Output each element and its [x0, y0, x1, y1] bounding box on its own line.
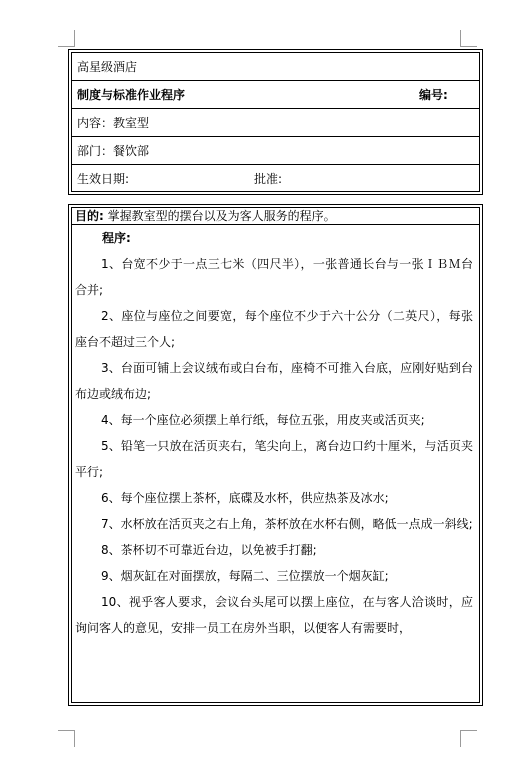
header-table — [68, 49, 483, 195]
date-row — [72, 165, 479, 193]
procedure-item-8 — [75, 537, 473, 563]
document-title: 制度与标准作业程序 — [77, 88, 186, 102]
effective-date-label: 生效日期: — [77, 172, 130, 186]
department-row — [72, 137, 479, 165]
crop-mark-bottom-left — [58, 730, 75, 747]
procedure-item-text: 7、水杯放在活页夹之右上角，茶杯放在水杯右侧，略低一点成一斜线; — [101, 517, 473, 531]
procedure-item-9 — [75, 563, 473, 589]
hotel-name: 高星级酒店 — [77, 60, 138, 74]
procedure-item-text: 3、台面可铺上会议绒布或白台布，座椅不可推入台底，应刚好贴到台布边或绒布边; — [75, 361, 473, 401]
procedure-item-6 — [75, 485, 473, 511]
procedure-item-text: 5、铅笔一只放在活页夹右，笔尖向上，离台边口约十厘米，与活页夹平行; — [75, 439, 473, 479]
procedure-item-text: 2、座位与座位之间要宽，每个座位不少于六十公分（二英尺），每张座台不超过三个人; — [75, 309, 473, 349]
purpose-label: 目的: — [75, 209, 104, 223]
procedure-item-text: 10、视乎客人要求，会议台头尾可以摆上座位，在与客人洽谈时，应询问客人的意见，安排一员工在房外当职，以便客人有需要时， — [75, 595, 473, 635]
crop-mark-top-left — [58, 30, 75, 47]
header-table-inner — [71, 52, 480, 192]
number-label: 编号: — [419, 88, 448, 102]
procedure-table — [68, 204, 483, 706]
procedure-item-text: 9、烟灰缸在对面摆放，每隔二、三位摆放一个烟灰缸; — [101, 569, 389, 583]
procedure-content — [72, 225, 479, 641]
procedure-table-inner — [71, 207, 480, 703]
procedure-item-1 — [75, 251, 473, 303]
approved-label: 批准: — [254, 172, 283, 186]
crop-mark-top-right — [460, 30, 477, 47]
procedure-item-text: 6、每个座位摆上茶杯，底碟及水杯，供应热茶及冰水; — [101, 491, 389, 505]
purpose-text: 掌握教室型的摆台以及为客人服务的程序。 — [107, 209, 336, 223]
procedure-item-3 — [75, 355, 473, 407]
procedure-item-2 — [75, 303, 473, 355]
hotel-row — [72, 53, 479, 81]
procedure-label: 程序: — [102, 231, 131, 245]
procedure-item-10 — [75, 589, 473, 641]
department-field: 部门：餐饮部 — [77, 144, 150, 158]
procedure-item-text: 1、台宽不少于一点三七米（四尺半），一张普通长台与一张ＩＢＭ台合并; — [75, 257, 473, 297]
procedure-item-text: 4、每一个座位必须摆上单行纸，每位五张，用皮夹或活页夹; — [101, 413, 425, 427]
procedure-item-text: 8、茶杯切不可靠近台边，以免被手打翻; — [101, 543, 317, 557]
procedure-item-5 — [75, 433, 473, 485]
content-field: 内容：教室型 — [77, 116, 150, 130]
content-row — [72, 109, 479, 137]
crop-mark-bottom-right — [460, 730, 477, 747]
procedure-item-7 — [75, 511, 473, 537]
procedure-item-4 — [75, 407, 473, 433]
title-row — [72, 81, 479, 109]
purpose-row — [72, 208, 479, 225]
